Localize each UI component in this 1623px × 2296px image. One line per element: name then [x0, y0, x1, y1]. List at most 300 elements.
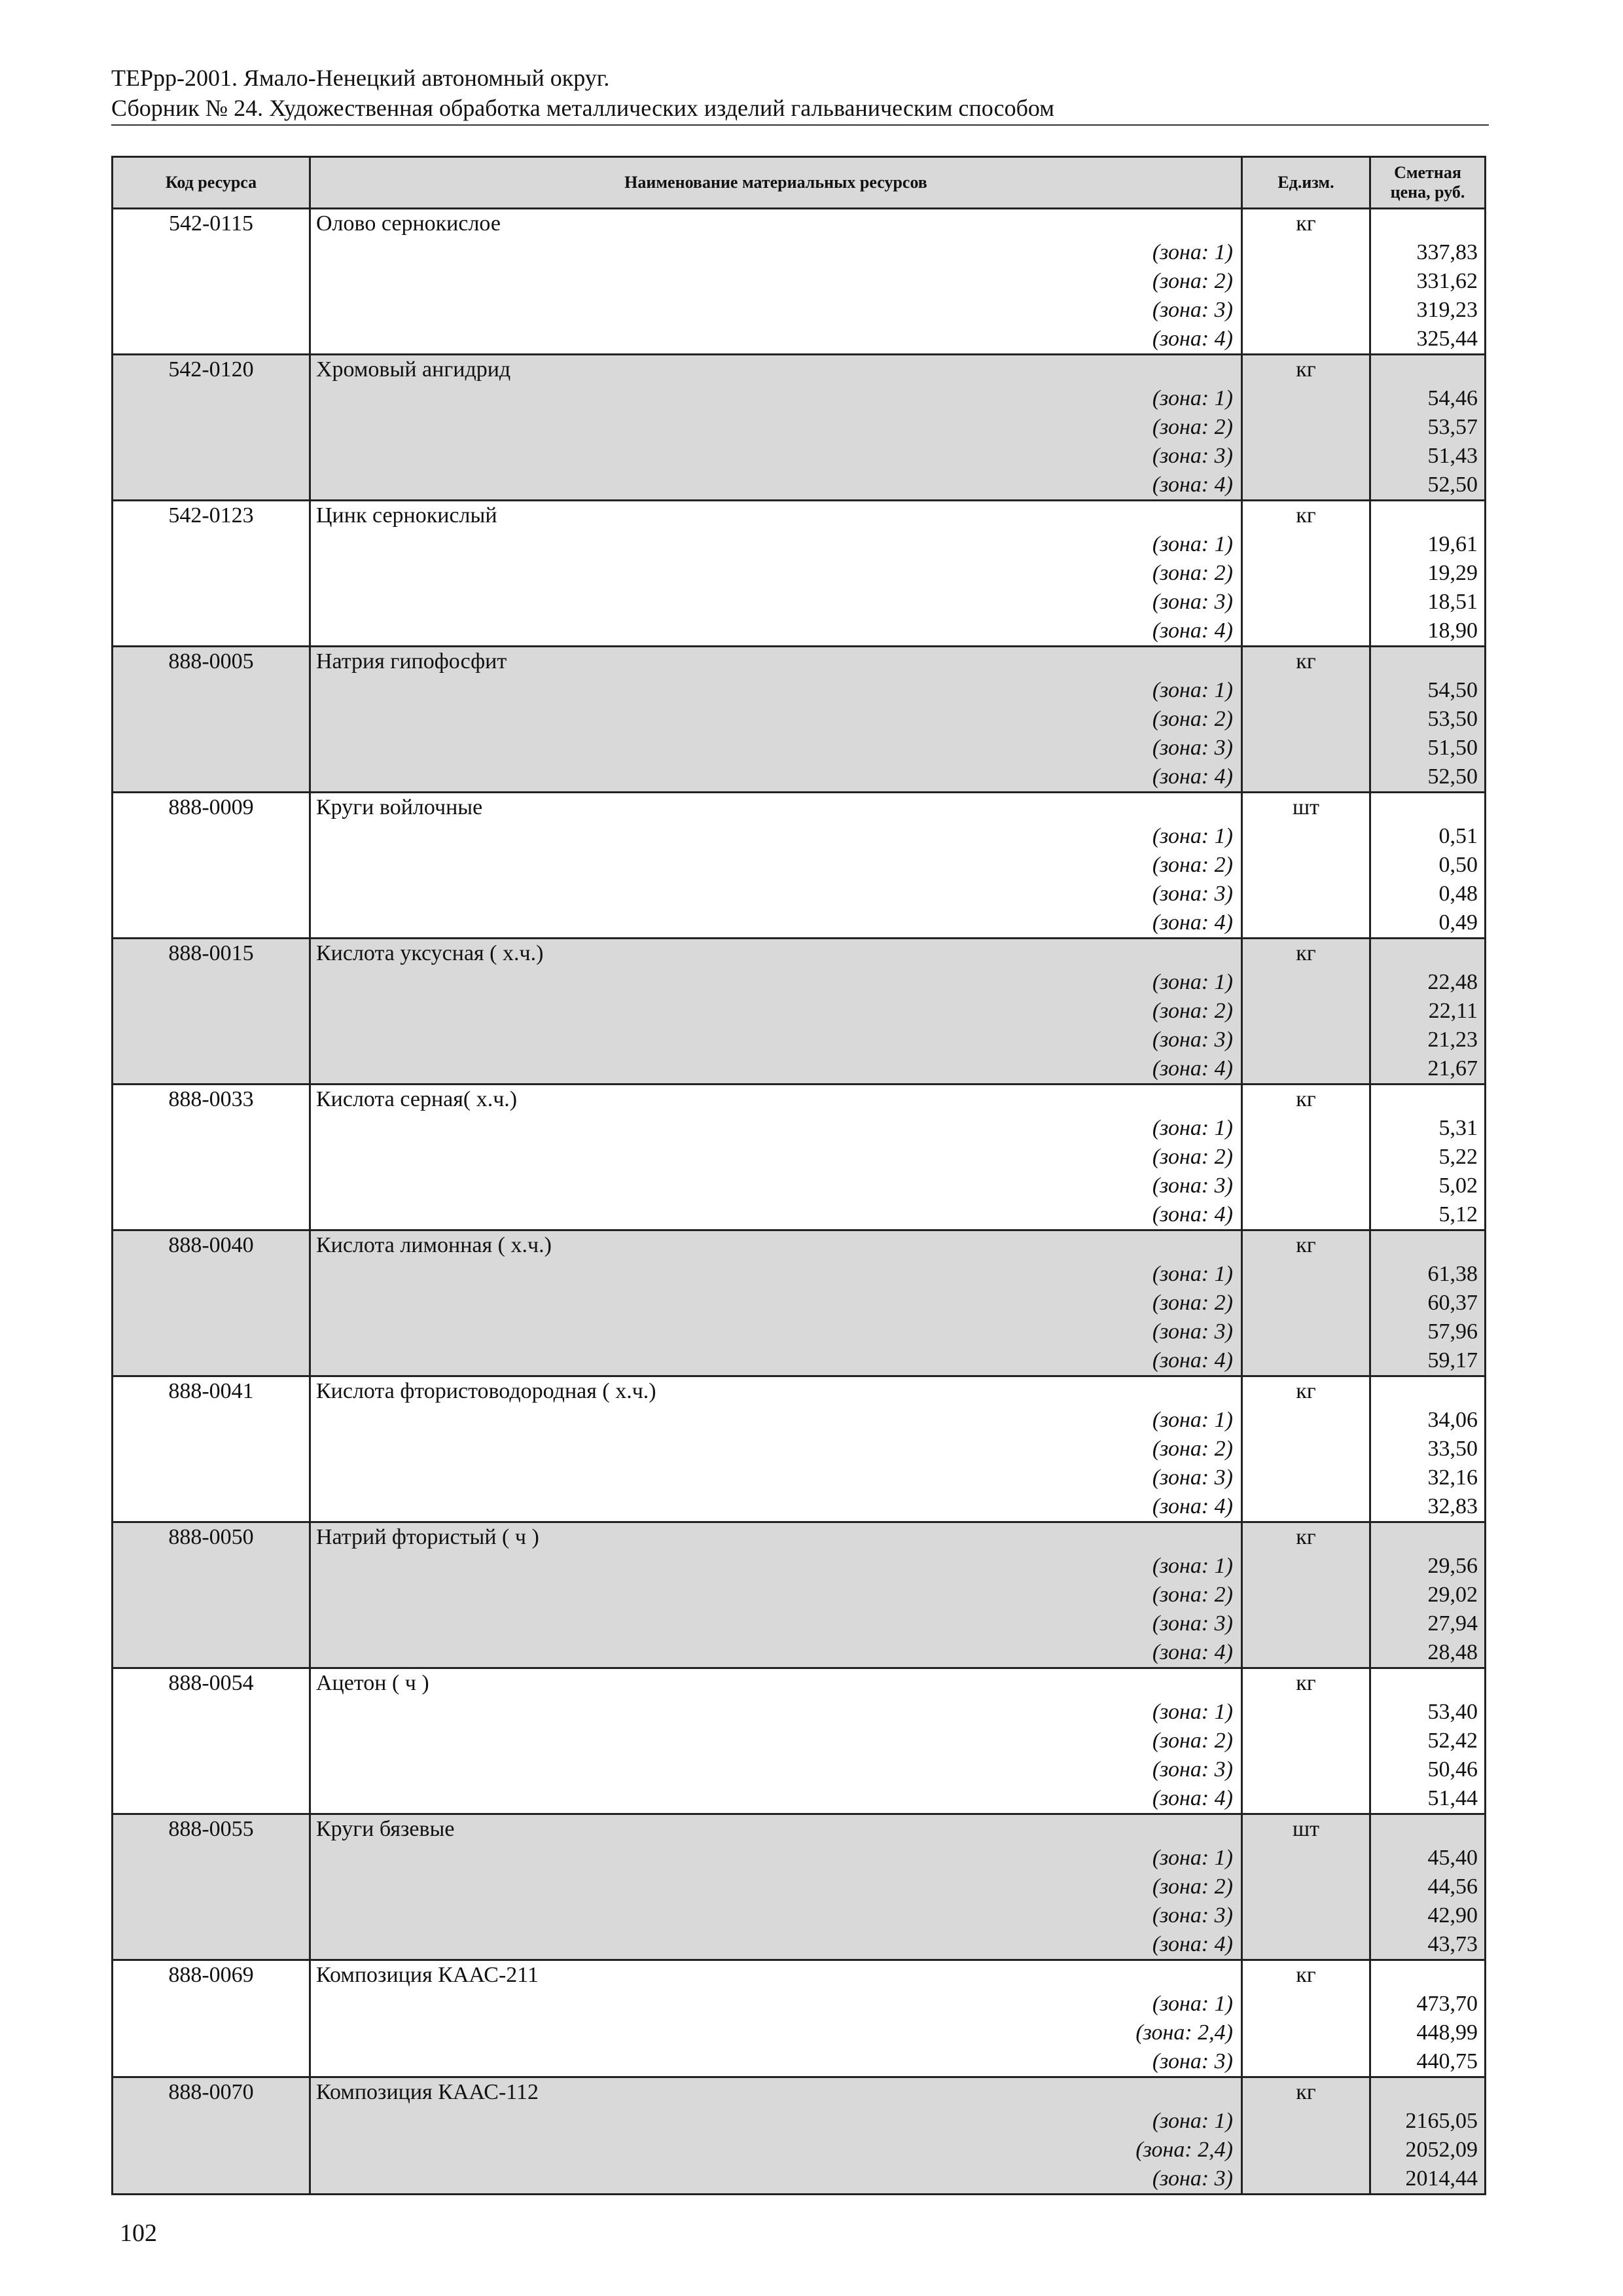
zone-price: 473,70 [1370, 1990, 1486, 2018]
code-cell-empty [113, 734, 310, 762]
zone-price-row [113, 880, 1486, 908]
code-cell-empty [113, 1114, 310, 1143]
zone-label: (зона: 4) [310, 908, 1242, 939]
zone-price-row [113, 1609, 1486, 1638]
zone-label: (зона: 1) [310, 530, 1242, 559]
unit-cell-empty [1242, 1346, 1370, 1376]
zone-label: (зона: 3) [310, 1463, 1242, 1492]
resource-unit: шт [1242, 1814, 1370, 1844]
zone-price: 50,46 [1370, 1755, 1486, 1784]
zone-price: 60,37 [1370, 1289, 1486, 1318]
resource-price-empty [1370, 209, 1486, 239]
zone-price-row [113, 705, 1486, 734]
zone-price-row [113, 2047, 1486, 2077]
zone-price: 448,99 [1370, 2018, 1486, 2047]
code-cell-empty [113, 1609, 310, 1638]
resource-price-table [111, 156, 1486, 2195]
unit-cell-empty [1242, 822, 1370, 851]
zone-price: 33,50 [1370, 1435, 1486, 1463]
zone-price-row [113, 559, 1486, 588]
zone-price: 29,56 [1370, 1552, 1486, 1581]
unit-cell-empty [1242, 676, 1370, 705]
zone-price: 21,67 [1370, 1054, 1486, 1085]
code-cell-empty [113, 2136, 310, 2164]
resource-name: Натрия гипофосфит [310, 647, 1242, 677]
zone-price-row [113, 1054, 1486, 1085]
zone-price-row [113, 968, 1486, 997]
code-cell-empty [113, 1784, 310, 1814]
zone-label: (зона: 2) [310, 1873, 1242, 1901]
unit-cell-empty [1242, 968, 1370, 997]
resource-code: 888-0005 [113, 647, 310, 677]
unit-cell-empty [1242, 238, 1370, 267]
code-cell-empty [113, 588, 310, 617]
code-cell-empty [113, 1581, 310, 1609]
zone-price: 51,43 [1370, 442, 1486, 471]
code-cell-empty [113, 442, 310, 471]
zone-price-row [113, 1260, 1486, 1289]
zone-price: 0,48 [1370, 880, 1486, 908]
resource-unit: шт [1242, 793, 1370, 823]
zone-price: 18,51 [1370, 588, 1486, 617]
unit-cell-empty [1242, 588, 1370, 617]
code-cell-empty [113, 1289, 310, 1318]
zone-price-row [113, 413, 1486, 442]
code-cell-empty [113, 1930, 310, 1960]
resource-code: 542-0120 [113, 355, 310, 385]
unit-cell-empty [1242, 1435, 1370, 1463]
zone-price-row [113, 1873, 1486, 1901]
zone-price: 32,83 [1370, 1492, 1486, 1522]
unit-cell-empty [1242, 1784, 1370, 1814]
zone-label: (зона: 1) [310, 1990, 1242, 2018]
resource-price-empty [1370, 501, 1486, 531]
unit-cell-empty [1242, 296, 1370, 325]
zone-price: 32,16 [1370, 1463, 1486, 1492]
zone-price-row [113, 1698, 1486, 1727]
zone-price: 61,38 [1370, 1260, 1486, 1289]
zone-price-row [113, 1143, 1486, 1172]
zone-price-row [113, 238, 1486, 267]
zone-price: 5,31 [1370, 1114, 1486, 1143]
zone-label: (зона: 4) [310, 1346, 1242, 1376]
zone-label: (зона: 2) [310, 267, 1242, 296]
zone-price: 52,50 [1370, 762, 1486, 793]
column-header-name: Наименование материальных ресурсов [310, 157, 1242, 209]
zone-price: 45,40 [1370, 1844, 1486, 1873]
code-cell-empty [113, 2107, 310, 2136]
zone-price: 57,96 [1370, 1318, 1486, 1346]
unit-cell-empty [1242, 1054, 1370, 1085]
unit-cell-empty [1242, 762, 1370, 793]
resource-unit: кг [1242, 1230, 1370, 1261]
zone-price-row [113, 471, 1486, 501]
zone-label: (зона: 4) [310, 1930, 1242, 1960]
zone-label: (зона: 3) [310, 588, 1242, 617]
zone-label: (зона: 1) [310, 384, 1242, 413]
resource-unit: кг [1242, 939, 1370, 969]
code-cell-empty [113, 1492, 310, 1522]
unit-cell-empty [1242, 997, 1370, 1026]
zone-label: (зона: 1) [310, 1260, 1242, 1289]
zone-price-row [113, 296, 1486, 325]
zone-price: 5,12 [1370, 1200, 1486, 1230]
resource-code: 542-0115 [113, 209, 310, 239]
table-row [113, 1960, 1486, 1990]
zone-label: (зона: 2) [310, 851, 1242, 880]
resource-price-empty [1370, 647, 1486, 677]
resource-price-empty [1370, 2077, 1486, 2108]
zone-label: (зона: 2) [310, 1435, 1242, 1463]
zone-price: 2014,44 [1370, 2164, 1486, 2195]
zone-price: 5,02 [1370, 1172, 1486, 1200]
document-header [111, 63, 1489, 126]
code-cell-empty [113, 1435, 310, 1463]
resource-price-empty [1370, 1814, 1486, 1844]
zone-label: (зона: 1) [310, 1698, 1242, 1727]
resource-code: 888-0033 [113, 1085, 310, 1115]
resource-price-empty [1370, 1668, 1486, 1698]
resource-unit: кг [1242, 1960, 1370, 1990]
unit-cell-empty [1242, 1289, 1370, 1318]
resource-unit: кг [1242, 1522, 1370, 1552]
code-cell-empty [113, 384, 310, 413]
zone-price-row [113, 617, 1486, 647]
zone-price-row [113, 1318, 1486, 1346]
resource-unit: кг [1242, 1085, 1370, 1115]
zone-price-row [113, 734, 1486, 762]
zone-price: 27,94 [1370, 1609, 1486, 1638]
zone-price-row [113, 325, 1486, 355]
zone-price-row [113, 1755, 1486, 1784]
resource-price-empty [1370, 1230, 1486, 1261]
zone-price: 0,49 [1370, 908, 1486, 939]
table-row [113, 1230, 1486, 1261]
zone-label: (зона: 1) [310, 1114, 1242, 1143]
resource-code: 888-0009 [113, 793, 310, 823]
zone-price-row [113, 1990, 1486, 2018]
unit-cell-empty [1242, 1463, 1370, 1492]
zone-price-row [113, 2018, 1486, 2047]
zone-label: (зона: 3) [310, 1318, 1242, 1346]
unit-cell-empty [1242, 880, 1370, 908]
unit-cell-empty [1242, 1844, 1370, 1873]
zone-label: (зона: 1) [310, 1844, 1242, 1873]
unit-cell-empty [1242, 1609, 1370, 1638]
resource-code: 888-0050 [113, 1522, 310, 1552]
unit-cell-empty [1242, 1727, 1370, 1755]
zone-price-row [113, 384, 1486, 413]
zone-price-row [113, 2136, 1486, 2164]
unit-cell-empty [1242, 1200, 1370, 1230]
column-header-unit: Ед.изм. [1242, 157, 1370, 209]
zone-label: (зона: 3) [310, 296, 1242, 325]
zone-price: 29,02 [1370, 1581, 1486, 1609]
code-cell-empty [113, 1901, 310, 1930]
zone-price-row [113, 1581, 1486, 1609]
unit-cell-empty [1242, 384, 1370, 413]
unit-cell-empty [1242, 1638, 1370, 1668]
zone-price-row [113, 1844, 1486, 1873]
zone-price: 5,22 [1370, 1143, 1486, 1172]
resource-unit: кг [1242, 355, 1370, 385]
unit-cell-empty [1242, 2136, 1370, 2164]
resource-code: 888-0069 [113, 1960, 310, 1990]
unit-cell-empty [1242, 1873, 1370, 1901]
unit-cell-empty [1242, 1492, 1370, 1522]
resource-code: 888-0070 [113, 2077, 310, 2108]
resource-name: Кислота уксусная ( х.ч.) [310, 939, 1242, 969]
unit-cell-empty [1242, 1260, 1370, 1289]
unit-cell-empty [1242, 2047, 1370, 2077]
zone-label: (зона: 3) [310, 1172, 1242, 1200]
zone-price-row [113, 1492, 1486, 1522]
zone-price-row [113, 997, 1486, 1026]
code-cell-empty [113, 471, 310, 501]
resource-name: Цинк сернокислый [310, 501, 1242, 531]
code-cell-empty [113, 968, 310, 997]
column-header-code: Код ресурса [113, 157, 310, 209]
code-cell-empty [113, 1755, 310, 1784]
code-cell-empty [113, 1346, 310, 1376]
resource-price-empty [1370, 939, 1486, 969]
zone-price: 19,29 [1370, 559, 1486, 588]
unit-cell-empty [1242, 2018, 1370, 2047]
table-header-row [113, 157, 1486, 209]
zone-label: (зона: 4) [310, 1492, 1242, 1522]
zone-label: (зона: 4) [310, 471, 1242, 501]
table-body [113, 209, 1486, 2195]
table-row [113, 1668, 1486, 1698]
zone-price-row [113, 1406, 1486, 1435]
zone-label: (зона: 1) [310, 2107, 1242, 2136]
unit-cell-empty [1242, 617, 1370, 647]
unit-cell-empty [1242, 1930, 1370, 1960]
resource-code: 888-0055 [113, 1814, 310, 1844]
zone-label: (зона: 4) [310, 762, 1242, 793]
zone-price: 51,50 [1370, 734, 1486, 762]
code-cell-empty [113, 822, 310, 851]
table-row [113, 209, 1486, 239]
zone-price: 0,50 [1370, 851, 1486, 880]
unit-cell-empty [1242, 442, 1370, 471]
zone-price-row [113, 1784, 1486, 1814]
zone-price-row [113, 851, 1486, 880]
code-cell-empty [113, 997, 310, 1026]
resource-code: 888-0015 [113, 939, 310, 969]
code-cell-empty [113, 296, 310, 325]
unit-cell-empty [1242, 559, 1370, 588]
code-cell-empty [113, 2164, 310, 2195]
code-cell-empty [113, 1172, 310, 1200]
code-cell-empty [113, 617, 310, 647]
resource-price-empty [1370, 1085, 1486, 1115]
zone-price-row [113, 1463, 1486, 1492]
zone-label: (зона: 4) [310, 325, 1242, 355]
unit-cell-empty [1242, 1552, 1370, 1581]
code-cell-empty [113, 2047, 310, 2077]
resource-unit: кг [1242, 1668, 1370, 1698]
zone-price-row [113, 1026, 1486, 1054]
table-row [113, 1376, 1486, 1407]
zone-label: (зона: 2) [310, 1581, 1242, 1609]
unit-cell-empty [1242, 1318, 1370, 1346]
zone-price-row [113, 1114, 1486, 1143]
unit-cell-empty [1242, 1114, 1370, 1143]
zone-label: (зона: 4) [310, 1054, 1242, 1085]
resource-unit: кг [1242, 209, 1370, 239]
unit-cell-empty [1242, 471, 1370, 501]
zone-label: (зона: 4) [310, 1638, 1242, 1668]
code-cell-empty [113, 1143, 310, 1172]
resource-name: Натрий фтористый ( ч ) [310, 1522, 1242, 1552]
zone-price-row [113, 1346, 1486, 1376]
zone-price-row [113, 588, 1486, 617]
zone-price: 51,44 [1370, 1784, 1486, 1814]
code-cell-empty [113, 325, 310, 355]
zone-price: 337,83 [1370, 238, 1486, 267]
table-row [113, 939, 1486, 969]
resource-price-empty [1370, 1960, 1486, 1990]
unit-cell-empty [1242, 734, 1370, 762]
code-cell-empty [113, 1026, 310, 1054]
zone-label: (зона: 2) [310, 413, 1242, 442]
table-row [113, 501, 1486, 531]
code-cell-empty [113, 1406, 310, 1435]
code-cell-empty [113, 238, 310, 267]
resource-name: Круги бязевые [310, 1814, 1242, 1844]
code-cell-empty [113, 413, 310, 442]
resource-name: Хромовый ангидрид [310, 355, 1242, 385]
code-cell-empty [113, 1463, 310, 1492]
zone-price: 2052,09 [1370, 2136, 1486, 2164]
zone-price-row [113, 1435, 1486, 1463]
resource-code: 888-0041 [113, 1376, 310, 1407]
zone-price: 325,44 [1370, 325, 1486, 355]
zone-label: (зона: 1) [310, 1406, 1242, 1435]
table-row [113, 355, 1486, 385]
zone-price: 21,23 [1370, 1026, 1486, 1054]
zone-label: (зона: 3) [310, 1755, 1242, 1784]
unit-cell-empty [1242, 267, 1370, 296]
zone-price: 34,06 [1370, 1406, 1486, 1435]
zone-price-row [113, 2107, 1486, 2136]
zone-label: (зона: 3) [310, 2164, 1242, 2195]
table-row [113, 1814, 1486, 1844]
zone-price-row [113, 822, 1486, 851]
zone-label: (зона: 3) [310, 880, 1242, 908]
zone-label: (зона: 1) [310, 822, 1242, 851]
code-cell-empty [113, 1873, 310, 1901]
resource-price-empty [1370, 1376, 1486, 1407]
zone-label: (зона: 4) [310, 1784, 1242, 1814]
zone-price: 59,17 [1370, 1346, 1486, 1376]
table-row [113, 1085, 1486, 1115]
zone-price: 54,50 [1370, 676, 1486, 705]
resource-unit: кг [1242, 501, 1370, 531]
header-title-line: ТЕРрр-2001. Ямало-Ненецкий автономный округ. [111, 65, 610, 91]
unit-cell-empty [1242, 1406, 1370, 1435]
unit-cell-empty [1242, 1755, 1370, 1784]
unit-cell-empty [1242, 705, 1370, 734]
column-header-price: Сметная цена, руб. [1370, 157, 1486, 209]
zone-price: 53,50 [1370, 705, 1486, 734]
unit-cell-empty [1242, 1901, 1370, 1930]
code-cell-empty [113, 1727, 310, 1755]
resource-name: Кислота лимонная ( х.ч.) [310, 1230, 1242, 1261]
zone-label: (зона: 1) [310, 968, 1242, 997]
code-cell-empty [113, 1844, 310, 1873]
resource-name: Композиция КААС-211 [310, 1960, 1242, 1990]
zone-price-row [113, 1727, 1486, 1755]
unit-cell-empty [1242, 1172, 1370, 1200]
resource-unit: кг [1242, 1376, 1370, 1407]
unit-cell-empty [1242, 908, 1370, 939]
zone-price: 319,23 [1370, 296, 1486, 325]
zone-price: 22,48 [1370, 968, 1486, 997]
zone-label: (зона: 2) [310, 997, 1242, 1026]
code-cell-empty [113, 908, 310, 939]
unit-cell-empty [1242, 1026, 1370, 1054]
zone-label: (зона: 3) [310, 1901, 1242, 1930]
code-cell-empty [113, 530, 310, 559]
header-subtitle-line: Сборник № 24. Художественная обработка металлических изделий гальваническим способом [111, 95, 1055, 121]
zone-label: (зона: 4) [310, 1200, 1242, 1230]
zone-price-row [113, 1172, 1486, 1200]
code-cell-empty [113, 1552, 310, 1581]
unit-cell-empty [1242, 1581, 1370, 1609]
zone-label: (зона: 3) [310, 1026, 1242, 1054]
unit-cell-empty [1242, 2164, 1370, 2195]
unit-cell-empty [1242, 2107, 1370, 2136]
code-cell-empty [113, 1638, 310, 1668]
code-cell-empty [113, 851, 310, 880]
page-number: 102 [120, 2219, 157, 2247]
unit-cell-empty [1242, 325, 1370, 355]
resource-name: Кислота фтористоводородная ( х.ч.) [310, 1376, 1242, 1407]
code-cell-empty [113, 1200, 310, 1230]
code-cell-empty [113, 559, 310, 588]
code-cell-empty [113, 1054, 310, 1085]
unit-cell-empty [1242, 1990, 1370, 2018]
zone-price: 44,56 [1370, 1873, 1486, 1901]
zone-price-row [113, 762, 1486, 793]
zone-price: 52,50 [1370, 471, 1486, 501]
zone-price-row [113, 1901, 1486, 1930]
zone-label: (зона: 2) [310, 559, 1242, 588]
zone-price: 54,46 [1370, 384, 1486, 413]
zone-price: 43,73 [1370, 1930, 1486, 1960]
zone-label: (зона: 1) [310, 1552, 1242, 1581]
unit-cell-empty [1242, 1698, 1370, 1727]
zone-label: (зона: 2) [310, 1289, 1242, 1318]
code-cell-empty [113, 705, 310, 734]
zone-price-row [113, 442, 1486, 471]
zone-price: 18,90 [1370, 617, 1486, 647]
resource-unit: кг [1242, 647, 1370, 677]
resource-price-empty [1370, 1522, 1486, 1552]
zone-price: 0,51 [1370, 822, 1486, 851]
code-cell-empty [113, 676, 310, 705]
zone-label: (зона: 3) [310, 1609, 1242, 1638]
zone-price: 440,75 [1370, 2047, 1486, 2077]
unit-cell-empty [1242, 851, 1370, 880]
zone-label: (зона: 2) [310, 1143, 1242, 1172]
zone-price-row [113, 676, 1486, 705]
code-cell-empty [113, 880, 310, 908]
zone-price-row [113, 908, 1486, 939]
code-cell-empty [113, 1698, 310, 1727]
